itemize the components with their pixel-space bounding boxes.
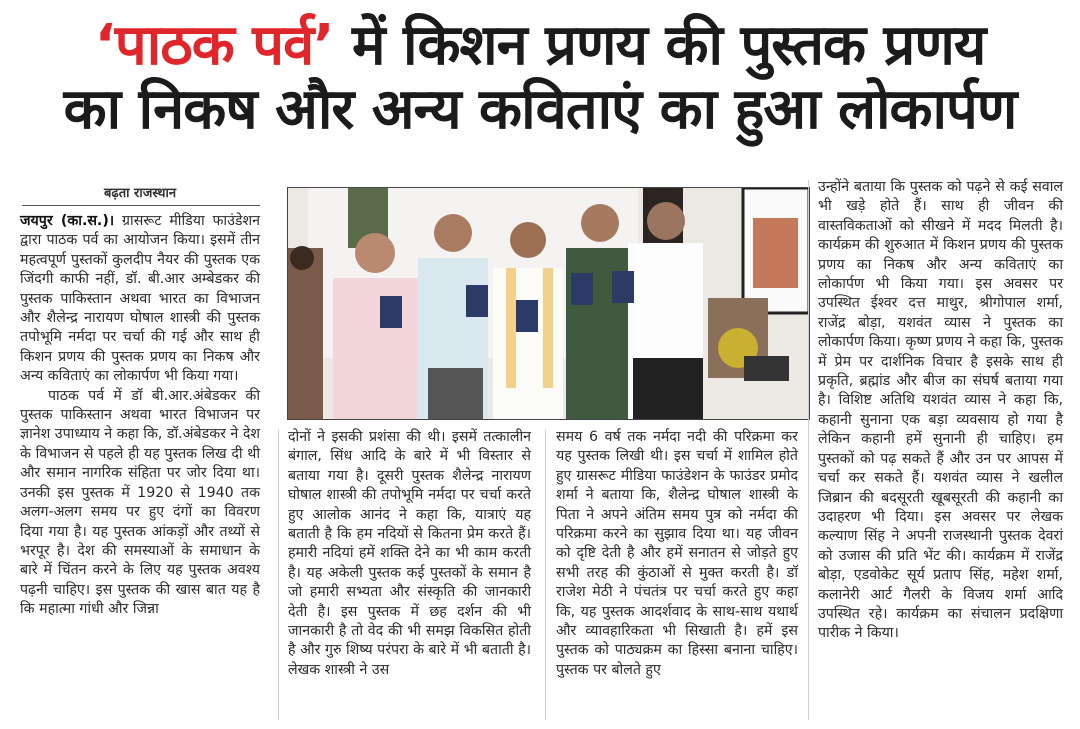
headline-line-2: का निकष और अन्य कविताएं का हुआ लोकार्पण	[63, 77, 1017, 142]
book-launch-photo-illustration	[288, 188, 809, 419]
headline	[0, 14, 1080, 142]
dateline: जयपुर (का.स.)।	[20, 213, 115, 229]
headline-highlight: ‘पाठक पर्व’	[94, 13, 334, 78]
article-column-2	[288, 428, 531, 680]
column-divider	[545, 430, 546, 720]
article-column-3	[556, 428, 798, 680]
paragraph: उन्होंने बताया कि पुस्तक को पढ़ने से कई सवाल भी खड़े होते हैं। साथ ही जीवन की वास्तविकताओं को सीखने में मदद मिलती है। कार्यक्रम की शुरुआत में किशन प्रणय की पुस्तक प्रणय का निकष और अन्य कविताएं का लोकार्पण भी किया गया। इस अवसर पर उपस्थित ईश्वर दत्त माथुर, श्रीगोपाल शर्मा, राजेंद्र बोड़ा, यशवंत व्यास ने पुस्तक का लोकार्पण किया। कृष्ण प्रणय ने कहा कि, पुस्तक में प्रेम पर दार्शनिक विचार है इसके साथ ही प्रकृति, ब्रह्मांड और बीज का संघर्ष बताया गया है। विशिष्ट अतिथि यशवंत व्यास ने कहा कि, कहानी सुनाना एक बड़ा व्यवसाय हो गया है लेकिन कहानी हमें सुनानी ही चाहिए। हम पुस्तकों को पढ़ सकते हैं और उन पर आपस में चर्चा कर सकते हैं। यशवंत व्यास ने खलील जिब्रान की बदसूरती खूबसूरती की कहानी का उदाहरण भी दिया। इस अवसर पर लेखक कल्याण सिंह ने अपनी राजस्थानी पुस्तक देवरां को उजास की प्रति भेंट की। कार्यक्रम में राजेंद्र बोड़ा, एडवोकेट सूर्य प्रताप सिंह, महेश शर्मा, कलानेरी आर्ट गैलरी के विजय शर्मा आदि उपस्थित रहे। कार्यक्रम का संचालन प्रदक्षिणा पारीक ने किया।	[818, 179, 1063, 642]
newspaper-source: बढ़ता राजस्थान	[103, 186, 177, 201]
paragraph: दोनों ने इसकी प्रशंसा की थी। इसमें तत्कालीन बंगाल, सिंध आदि के बारे में भी विस्तार से बताया गया है। दूसरी पुस्तक शैलेन्द्र नारायण घोषाल शास्त्री की तपोभूमि नर्मदा पर चर्चा करते हुए आलोक आनंद ने कहा कि, यात्राएं यह बताती है कि हम नदियों से कितना प्रेम करते हैं। हमारी नदियां हमें शक्ति देने का भी काम करती है। यह अकेली पुस्तक कई पुस्तकों के समान है जो हमारी सभ्यता और संस्कृति की जानकारी देती है। इस पुस्तक में छह दर्शन की भी जानकारी है तो वेद की भी समझ विकसित होती है और गुरु शिष्य परंपरा के बारे में भी बताती है। लेखक शास्त्री ने उस	[288, 429, 531, 678]
column-divider	[808, 180, 809, 720]
paragraph: समय 6 वर्ष तक नर्मदा नदी की परिक्रमा कर यह पुस्तक लिखी थी। इस चर्चा में शामिल होते हुए ग्रासरूट मीडिया फाउंडेशन के फाउंडर प्रमोद शर्मा ने बताया कि, शैलेन्द्र घोषाल शास्त्री के पिता ने अपने अंतिम समय पुत्र को नर्मदा की परिक्रमा करने का सुझाव दिया था। यह जीवन को दृष्टि देती है और हमें सनातन से जोड़ते हुए सभी तरह की कुंठाओं से मुक्त करती है। डॉ राजेश मेठी ने पंचतंत्र पर चर्चा करते हुए कहा कि, यह पुस्तक आदर्शवाद के साथ-साथ यथार्थ और व्यावहारिकता भी सिखाती है। हमें इस पुस्तक को पाठ्यक्रम का हिस्सा बनाना चाहिए। पुस्तक पर बोलते हुए	[556, 429, 798, 678]
paragraph	[20, 212, 260, 387]
paragraph-text: ग्रासरूट मीडिया फाउंडेशन द्वारा पाठक पर्व का आयोजन किया। इसमें तीन महत्वपूर्ण पुस्तकों कुलदीप नैयर की पुस्तक एक जिंदगी काफी नहीं, डॉ. बी.आर अम्बेडकर की पुस्तक पाकिस्तान अथवा भारत का विभाजन और शैलेन्द्र नारायण घोषाल शास्त्री की पुस्तक तपोभूमि नर्मदा पर चर्चा की गई और साथ ही किशन प्रणय की पुस्तक प्रणय का निकष और अन्य कविताएं का लोकार्पण भी किया गया।	[20, 213, 260, 385]
column-divider	[278, 430, 279, 720]
headline-line-1-rest: में किशन प्रणय की पुस्तक प्रणय	[333, 13, 986, 78]
article-column-4	[818, 178, 1063, 644]
event-photo	[287, 187, 810, 420]
paragraph: पाठक पर्व में डॉ बी.आर.अंबेडकर की पुस्तक पाकिस्तान अथवा भारत विभाजन पर ज्ञानेश उपाध्याय ने कहा कि, डॉ.अंबेडकर ने देश के विभाजन से पहले ही यह पुस्तक लिख दी थी और समान नागरिक संहिता पर जोर दिया था। उनकी इस पुस्तक में 1920 से 1940 तक अलग-अलग समय पर हुए दंगों का विवरण दिया गया है। यह पुस्तक आंकड़ों और तथ्यों से भरपूर है। देश की समस्याओं के समाधान के बारे में चिंतन करने के लिए यह पुस्तक अवश्य पढ़नी चाहिए। इस पुस्तक की खास बात यह है कि महात्मा गांधी और जिन्ना	[20, 387, 260, 618]
article-column-1	[20, 212, 260, 620]
headline-line-1	[0, 14, 1080, 78]
divider	[22, 205, 260, 206]
